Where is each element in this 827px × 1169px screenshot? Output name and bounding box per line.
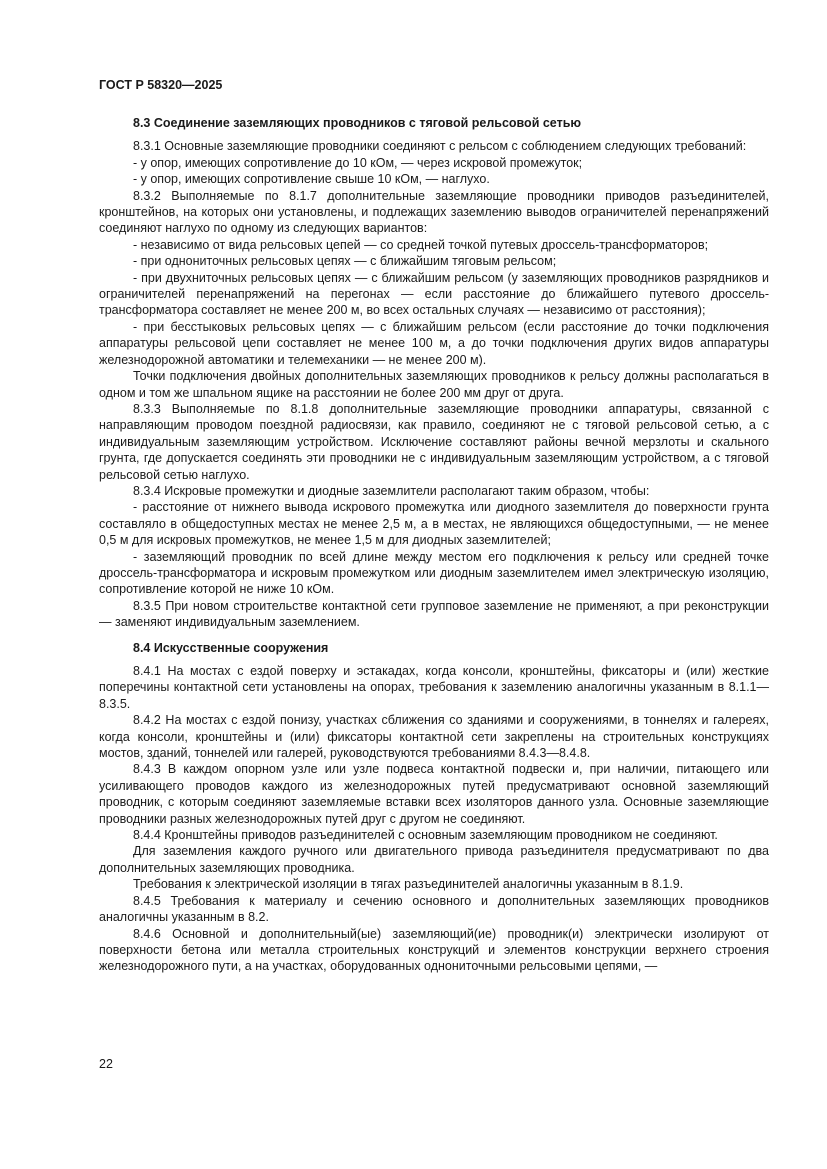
list-item: - при однониточных рельсовых цепях — с ближайшим тяговым рельсом;	[133, 254, 557, 269]
section-title-8-4: 8.4 Искусственные сооружения	[133, 640, 329, 655]
paragraph: 8.3.3 Выполняемые по 8.1.8 дополнительные заземляющие проводники аппаратуры, связанной с направляющим проводом поездной радиосвязи, как правило, соединяют не с тяговой рельсовой сетью, а с индивидуальным заземляющим устройством. Исключение составляют районы вечной мерзлоты и скального грунта, где допускается соединять эти проводники не с индивидуальным заземляющим устройством, а с тяговой рельсовой сетью наглухо.	[99, 401, 769, 482]
list-item: - у опор, имеющих сопротивление свыше 10 кОм, — наглухо.	[133, 172, 490, 187]
list-item: - при бесстыковых рельсовых цепях — с ближайшим рельсом (если расстояние до точки подключения аппаратуры рельсовой цепи составляет не менее 100 м, а до точки подключения других видов аппаратуры железнодорожной автоматики и телемеханики — не менее 200 м).	[99, 319, 769, 367]
paragraph: 8.4.4 Кронштейны приводов разъединителей с основным заземляющим проводником не соединяют.	[133, 828, 718, 843]
paragraph: Требования к электрической изоляции в тягах разъединителей аналогичны указанным в 8.1.9.	[133, 877, 684, 892]
paragraph: 8.4.3 В каждом опорном узле или узле подвеса контактной подвески и, при наличии, питающего или усиливающего проводов каждого из железнодорожных путей предусматривают основной заземляющий проводник, с которым соединяют заземляемые вставки всех изоляторов данного узла. Основные заземляющие проводники разных железнодорожных путей друг с другом не соединяют.	[99, 762, 769, 826]
section-title-8-3: 8.3 Соединение заземляющих проводников с тяговой рельсовой сетью	[133, 116, 582, 130]
page-number: 22	[99, 1057, 113, 1071]
paragraph: 8.3.2 Выполняемые по 8.1.7 дополнительные заземляющие проводники приводов разъединителей, кронштейнов, на которых они установлены, и подлежащих заземлению выводов ограничителей перенапряжений соединяют наглухо по одному из следующих вариантов:	[99, 188, 769, 236]
list-item: - расстояние от нижнего вывода искрового промежутка или диодного заземлителя до поверхности грунта составляло в общедоступных местах не менее 2,5 м, а в местах, не являющихся общедоступными, — не менее 0,5 м для искровых промежутков, не менее 1,5 м для диодных заземлителей;	[99, 500, 769, 548]
paragraph: 8.4.1 На мостах с ездой поверху и эстакадах, когда консоли, кронштейны, фиксаторы и (или) жесткие поперечины контактной сети установлены на опорах, требования к заземлению аналогичны указанным в 8.1.1—8.3.5.	[99, 664, 769, 711]
document-body	[99, 115, 769, 975]
list-item: - у опор, имеющих сопротивление до 10 кОм, — через искровой промежуток;	[133, 155, 583, 170]
paragraph: 8.3.5 При новом строительстве контактной сети групповое заземление не применяют, а при реконструкции — заменяют индивидуальным заземлением.	[99, 598, 769, 630]
list-item: - независимо от вида рельсовых цепей — со средней точкой путевых дроссель-трансформаторов;	[133, 237, 709, 252]
paragraph: 8.4.6 Основной и дополнительный(ые) заземляющий(ие) проводник(и) электрически изолируют от поверхности бетона или металла строительных конструкций и элементов конструкции верхнего строения железнодорожного пути, а на участках, оборудованных однониточными рельсовыми цепями, —	[99, 926, 769, 974]
list-item: - заземляющий проводник по всей длине между местом его подключения к рельсу или средней точке дроссель-трансформатора и искровым промежутком или диодным заземлителем имел электрическую изоляцию, сопротивление которой не ниже 10 кОм.	[99, 549, 769, 597]
paragraph: 8.4.5 Требования к материалу и сечению основного и дополнительных заземляющих проводников аналогичны указанным в 8.2.	[99, 893, 769, 925]
paragraph: 8.3.4 Искровые промежутки и диодные заземлители располагают таким образом, чтобы:	[133, 483, 650, 498]
document-header: ГОСТ Р 58320—2025	[99, 78, 223, 92]
paragraph: 8.4.2 На мостах с ездой понизу, участках сближения со зданиями и сооружениями, в тоннелях и галереях, когда консоли, кронштейны и (или) фиксаторы контактной сети закреплены на строительных конструкциях мостов, зданий, тоннелей или галерей, руководствуются требованиями 8.4.3—8.4.8.	[99, 713, 769, 761]
paragraph: 8.3.1 Основные заземляющие проводники соединяют с рельсом с соблюдением следующих требований:	[133, 139, 747, 154]
paragraph: Точки подключения двойных дополнительных заземляющих проводников к рельсу должны располагаться в одном и том же шпальном ящике на расстоянии не более 200 мм друг от друга.	[99, 369, 769, 400]
list-item: - при двухниточных рельсовых цепях — с ближайшим рельсом (у заземляющих проводников разрядников и ограничителей перенапряжений на перегонах — если расстояние до ближайшего путевого дроссель-трансформатора составляет не менее 200 м, во всех остальных случаях — независимо от расстояния);	[99, 270, 769, 318]
paragraph: Для заземления каждого ручного или двигательного привода разъединителя предусматривают по два дополнительных заземляющих проводника.	[99, 844, 769, 875]
